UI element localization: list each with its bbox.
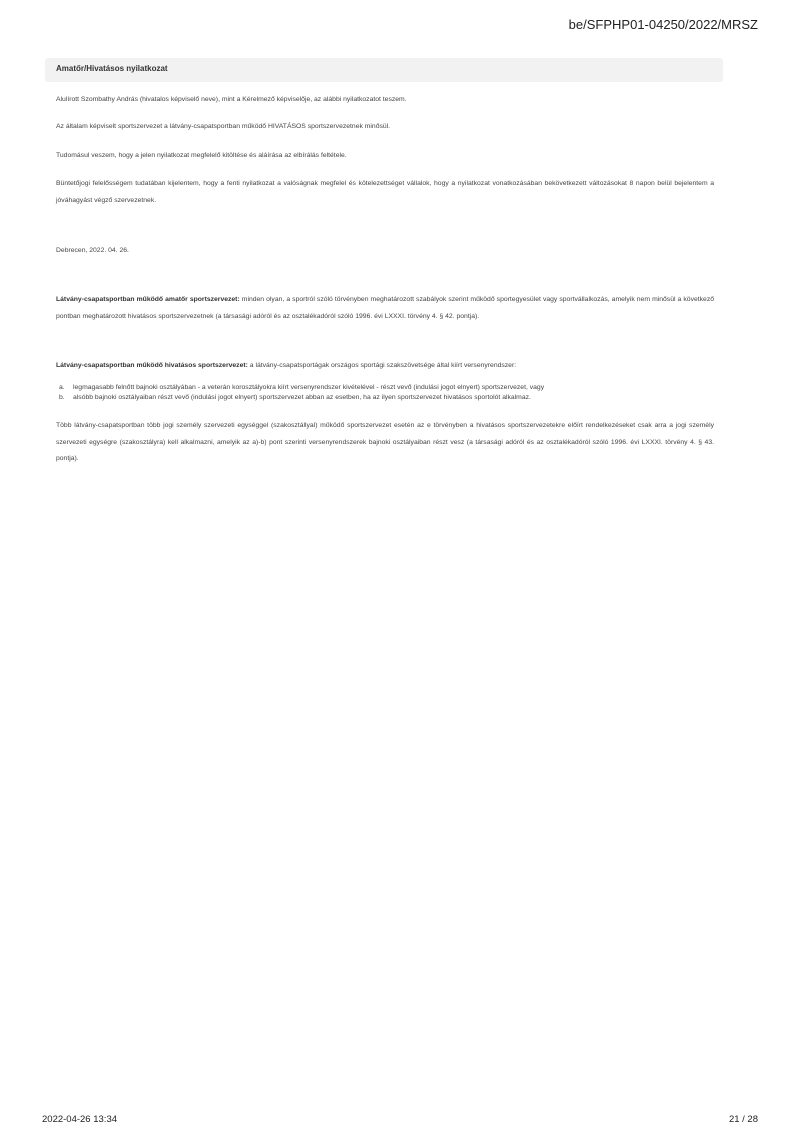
definition-amateur [56,292,714,325]
date-place: Debrecen, 2022. 04. 26. [56,247,129,254]
criteria-list [56,383,714,403]
declaration-intro: Alulírott Szombathy András (hivatalos képviselő neve), mint a Kérelmező képviselője, az alábbi nyilatkozatot teszem. [56,96,407,103]
definition-professional-text: a látvány-csapatsportágak országos sportági szakszövetsége által kiírt versenyrendszer: [247,362,517,369]
list-item-marker: b. [59,394,65,401]
page-number: 21 / 28 [728,1114,758,1125]
definition-amateur-term: Látvány-csapatsportban működő amatőr sportszervezet: [56,296,240,303]
document-id: be/SFPHP01-04250/2022/MRSZ [568,17,758,32]
declaration-acknowledgement: Tudomásul veszem, hogy a jelen nyilatkozat megfelelő kitöltése és aláírása az elbírálás feltétele. [56,152,347,159]
declaration-status: Az általam képviselt sportszervezet a látvány-csapatsportban működő HIVATÁSOS sportszervezetnek minősül. [56,123,391,130]
list-item-text: alsóbb bajnoki osztályaiban részt vevő (indulási jogot elnyert) sportszervezet abban az esetben, ha az ilyen sportszervezet hivatásos sportolót alkalmaz. [73,394,531,401]
list-item-text: legmagasabb felnőtt bajnoki osztályában - a veterán korosztályokra kiírt versenyrendszer kivételével - részt vevő (indulási jogot elnyert) sportszervezet, vagy [73,384,545,391]
definition-professional [56,362,714,369]
definition-amateur-text: minden olyan, a sportról szóló törvényben meghatározott szabályok szerint működő sportegyesület vagy sportvállalkozás, amelyik nem minősül a következő pontban meghatározott hivatásos sportszervezetnek (a társasági adóról és az osztalékadóról szóló 1996. évi LXXXI. törvény 4. § 42. pontja). [56,296,714,320]
footer-timestamp: 2022-04-26 13:34 [42,1114,118,1125]
list-item [56,393,714,403]
list-item-marker: a. [59,384,65,391]
declaration-liability: Büntetőjogi felelősségem tudatában kijelentem, hogy a fenti nyilatkozat a valóságnak megfelel és kötelezettséget vállalok, hogy a nyilatkozat vonatkozásában bekövetkezett változásokat 8 napon belül bejelentem a jóváhagyást végző szervezetnek. [56,180,714,204]
multi-unit-clause: Több látvány-csapatsportban több jogi személy szervezeti egységgel (szakosztállyal) működő sportszervezet esetén az e törvényben a hivatásos sportszervezetekre előírt rendelkezéseket csak arra a jogi személy szervezeti egységre (szakosztályra) kell alkalmazni, amelyik az a)-b) pont szerinti versenyrendszerek bajnoki osztályaiban részt vesz (a társasági adóról és az osztalékadóról szóló 1996. évi LXXXI. törvény 4. § 43. pontja). [56,422,714,462]
section-title: Amatőr/Hivatásos nyilatkozat [56,64,168,73]
section-header [45,58,723,82]
definition-professional-term: Látvány-csapatsportban működő hivatásos sportszervezet: [56,362,248,369]
list-item [56,383,714,393]
